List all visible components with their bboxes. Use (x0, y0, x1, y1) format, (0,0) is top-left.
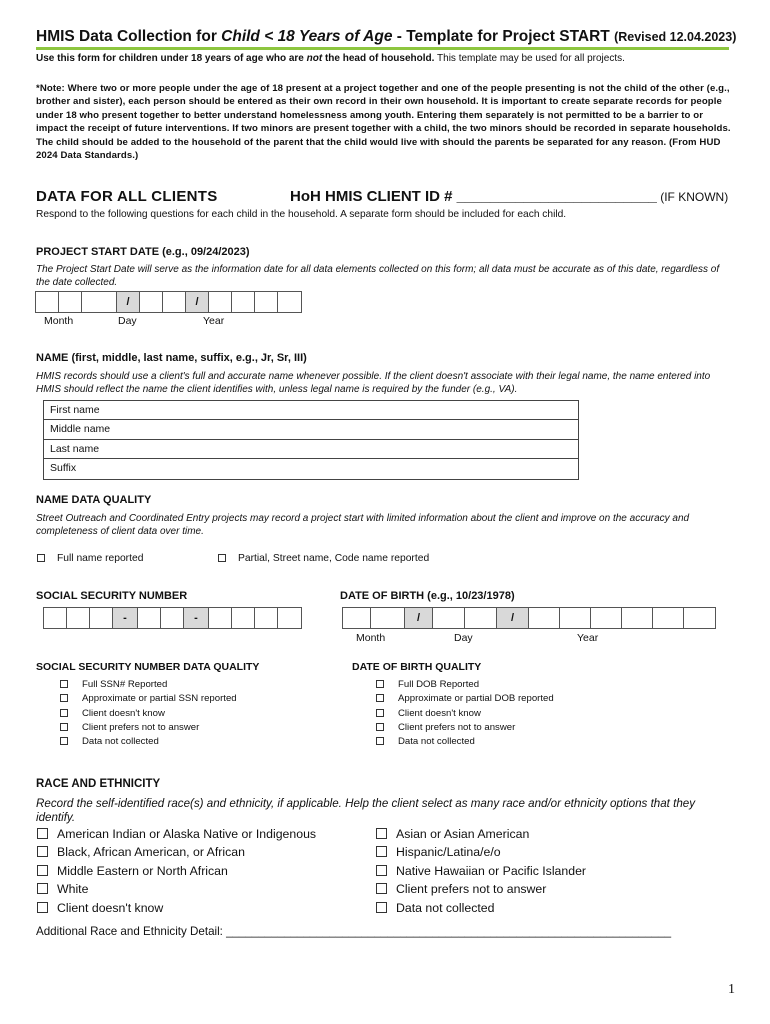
ssn-quality-option[interactable]: Approximate or partial SSN reported (60, 692, 237, 706)
ssn-separator: - (184, 608, 209, 628)
name-table (43, 400, 579, 480)
middle-name-field[interactable]: Middle name (44, 420, 578, 439)
race-option[interactable]: Middle Eastern or North African (37, 862, 316, 880)
dob-cell[interactable] (622, 608, 653, 628)
name-quality-heading: NAME DATA QUALITY (36, 494, 152, 506)
checkbox[interactable] (376, 865, 387, 876)
checkbox[interactable] (376, 846, 387, 857)
ssn-separator: - (113, 608, 138, 628)
dob-heading: DATE OF BIRTH (e.g., 10/23/1978) (340, 590, 515, 602)
race-option[interactable]: Client doesn't know (37, 899, 316, 917)
ssn-cell[interactable] (232, 608, 255, 628)
dob-quality-option[interactable]: Data not collected (376, 735, 554, 749)
dob-cell[interactable] (684, 608, 715, 628)
checkbox[interactable] (376, 828, 387, 839)
dob-quality-option[interactable]: Full DOB Reported (376, 678, 554, 692)
ssn-quality-option[interactable]: Full SSN# Reported (60, 678, 237, 692)
date-separator: / (186, 292, 209, 312)
checkbox[interactable] (376, 902, 387, 913)
checkbox[interactable] (376, 737, 384, 745)
dob-quality-option[interactable]: Client prefers not to answer (376, 721, 554, 735)
dob-cell[interactable] (465, 608, 497, 628)
race-option[interactable]: Client prefers not to answer (376, 880, 586, 898)
dob-separator: / (497, 608, 529, 628)
checkbox[interactable] (37, 554, 45, 562)
checkbox[interactable] (37, 865, 48, 876)
ssn-cell[interactable] (67, 608, 90, 628)
date-separator: / (117, 292, 140, 312)
checkbox[interactable] (37, 902, 48, 913)
hoh-client-id-field[interactable]: HoH HMIS CLIENT ID # ________________________ (IF KNOWN) (290, 188, 729, 205)
dob-cell[interactable] (591, 608, 622, 628)
project-start-heading: PROJECT START DATE (e.g., 09/24/2023) (36, 246, 250, 258)
ssn-cell[interactable] (255, 608, 278, 628)
ssn-heading: SOCIAL SECURITY NUMBER (36, 590, 188, 602)
date-cell[interactable] (232, 292, 255, 312)
last-name-field[interactable]: Last name (44, 440, 578, 459)
dob-cell[interactable] (560, 608, 591, 628)
dob-quality-heading: DATE OF BIRTH QUALITY (352, 661, 482, 673)
checkbox[interactable] (37, 883, 48, 894)
day-label: Day (118, 315, 137, 327)
form-subtitle: Use this form for children under 18 years of age who are not the head of household. This template may be used for all projects. (36, 53, 625, 64)
name-quality-partial-option[interactable]: Partial, Street name, Code name reported (218, 553, 429, 564)
month-label: Month (44, 315, 74, 327)
checkbox[interactable] (60, 709, 68, 717)
dob-cell[interactable] (371, 608, 405, 628)
race-option[interactable]: White (37, 880, 316, 898)
name-quality-full-option[interactable]: Full name reported (37, 553, 143, 564)
ssn-cell[interactable] (161, 608, 184, 628)
dob-quality-option[interactable]: Approximate or partial DOB reported (376, 692, 554, 706)
date-cell[interactable] (140, 292, 163, 312)
ssn-cell[interactable] (90, 608, 113, 628)
name-desc: HMIS records should use a client's full and accurate name whenever possible. If the client doesn't associate with their legal name, the name entered into HMIS should reflect the name the client identifies with, unless legal name is required by the funder (e.g., VA). (36, 371, 711, 395)
checkbox[interactable] (60, 680, 68, 688)
additional-race-detail-field[interactable]: Additional Race and Ethnicity Detail: _____________________________________________________________________ (36, 925, 672, 938)
ssn-quality-option[interactable]: Client prefers not to answer (60, 721, 237, 735)
ssn-quality-option[interactable]: Client doesn't know (60, 707, 237, 721)
name-quality-desc: Street Outreach and Coordinated Entry projects may record a project start with limited information about the client and improve on the accuracy and completeness of client data over time. (36, 513, 690, 537)
project-start-desc: The Project Start Date will serve as the information date for all data elements collected on this form; all data must be accurate as of this date, regardless of the date collected. (36, 264, 720, 288)
dob-cell[interactable] (343, 608, 371, 628)
race-option[interactable]: Native Hawaiian or Pacific Islander (376, 862, 586, 880)
date-cell[interactable] (82, 292, 117, 312)
checkbox[interactable] (376, 680, 384, 688)
project-start-date-grid[interactable] (35, 291, 302, 313)
checkbox[interactable] (60, 694, 68, 702)
dob-grid[interactable] (342, 607, 716, 629)
race-option[interactable]: Asian or Asian American (376, 825, 586, 843)
race-options-left (37, 825, 316, 917)
checkbox[interactable] (376, 883, 387, 894)
date-cell[interactable] (59, 292, 82, 312)
race-option[interactable]: Black, African American, or African (37, 843, 316, 861)
ssn-quality-options (60, 678, 237, 749)
race-desc: Record the self-identified race(s) and ethnicity, if applicable. Help the client select as many race and/or ethnicity options that they identify. (36, 797, 696, 824)
dob-quality-options (376, 678, 554, 749)
date-cell[interactable] (163, 292, 186, 312)
dob-separator: / (405, 608, 433, 628)
date-cell[interactable] (278, 292, 301, 312)
race-option[interactable]: American Indian or Alaska Native or Indigenous (37, 825, 316, 843)
first-name-field[interactable]: First name (44, 401, 578, 420)
checkbox[interactable] (376, 709, 384, 717)
dob-year-label: Year (577, 632, 599, 644)
ssn-cell[interactable] (138, 608, 161, 628)
checkbox[interactable] (376, 723, 384, 731)
date-cell[interactable] (209, 292, 232, 312)
section-heading-all-clients: DATA FOR ALL CLIENTS (36, 188, 218, 205)
ssn-grid[interactable] (43, 607, 302, 629)
race-option[interactable]: Hispanic/Latina/e/o (376, 843, 586, 861)
page-number: 1 (728, 982, 735, 997)
form-title: HMIS Data Collection for Child < 18 Years of Age - Template for Project START (Revised 12.04.2023) (36, 28, 737, 45)
checkbox[interactable] (218, 554, 226, 562)
dob-cell[interactable] (529, 608, 560, 628)
dob-month-label: Month (356, 632, 386, 644)
title-divider (36, 47, 729, 50)
dob-cell[interactable] (653, 608, 684, 628)
ssn-cell[interactable] (209, 608, 232, 628)
year-label: Year (203, 315, 225, 327)
checkbox[interactable] (376, 694, 384, 702)
respond-instructions: Respond to the following questions for each child in the household. A separate form should be included for each child. (36, 209, 567, 220)
race-options-right (376, 825, 586, 917)
suffix-field[interactable]: Suffix (50, 462, 77, 475)
ssn-quality-heading: SOCIAL SECURITY NUMBER DATA QUALITY (36, 661, 260, 673)
race-option[interactable]: Data not collected (376, 899, 586, 917)
dob-cell[interactable] (433, 608, 465, 628)
name-heading: NAME (first, middle, last name, suffix, e.g., Jr, Sr, III) (36, 352, 307, 364)
revision-date: (Revised 12.04.2023) (614, 30, 737, 44)
checkbox[interactable] (60, 737, 68, 745)
date-cell[interactable] (255, 292, 278, 312)
race-heading: RACE AND ETHNICITY (36, 778, 161, 790)
date-cell[interactable] (36, 292, 59, 312)
checkbox[interactable] (60, 723, 68, 731)
checkbox[interactable] (37, 828, 48, 839)
ssn-quality-option[interactable]: Data not collected (60, 735, 237, 749)
checkbox[interactable] (37, 846, 48, 857)
dob-quality-option[interactable]: Client doesn't know (376, 707, 554, 721)
ssn-cell[interactable] (278, 608, 301, 628)
dob-day-label: Day (454, 632, 473, 644)
ssn-cell[interactable] (44, 608, 67, 628)
household-note: *Note: Where two or more people under the age of 18 present at a project together and one of the people presenting is not the child of the other (e.g., brother and sister), each person should be entered as their own record in their own household. It is important to create separate records for people under 18 who present together to better understand homelessness among youth. Entering them separately is not permitted to be a barrier to or impact the receipt of future interventions. If two minors are present together with a child, the two minors should be recorded in separate households. The child should be added to the household of the parent that the child would live with should the parents be separated for any reason. (From HUD 2024 Data Standards.) (36, 83, 731, 162)
